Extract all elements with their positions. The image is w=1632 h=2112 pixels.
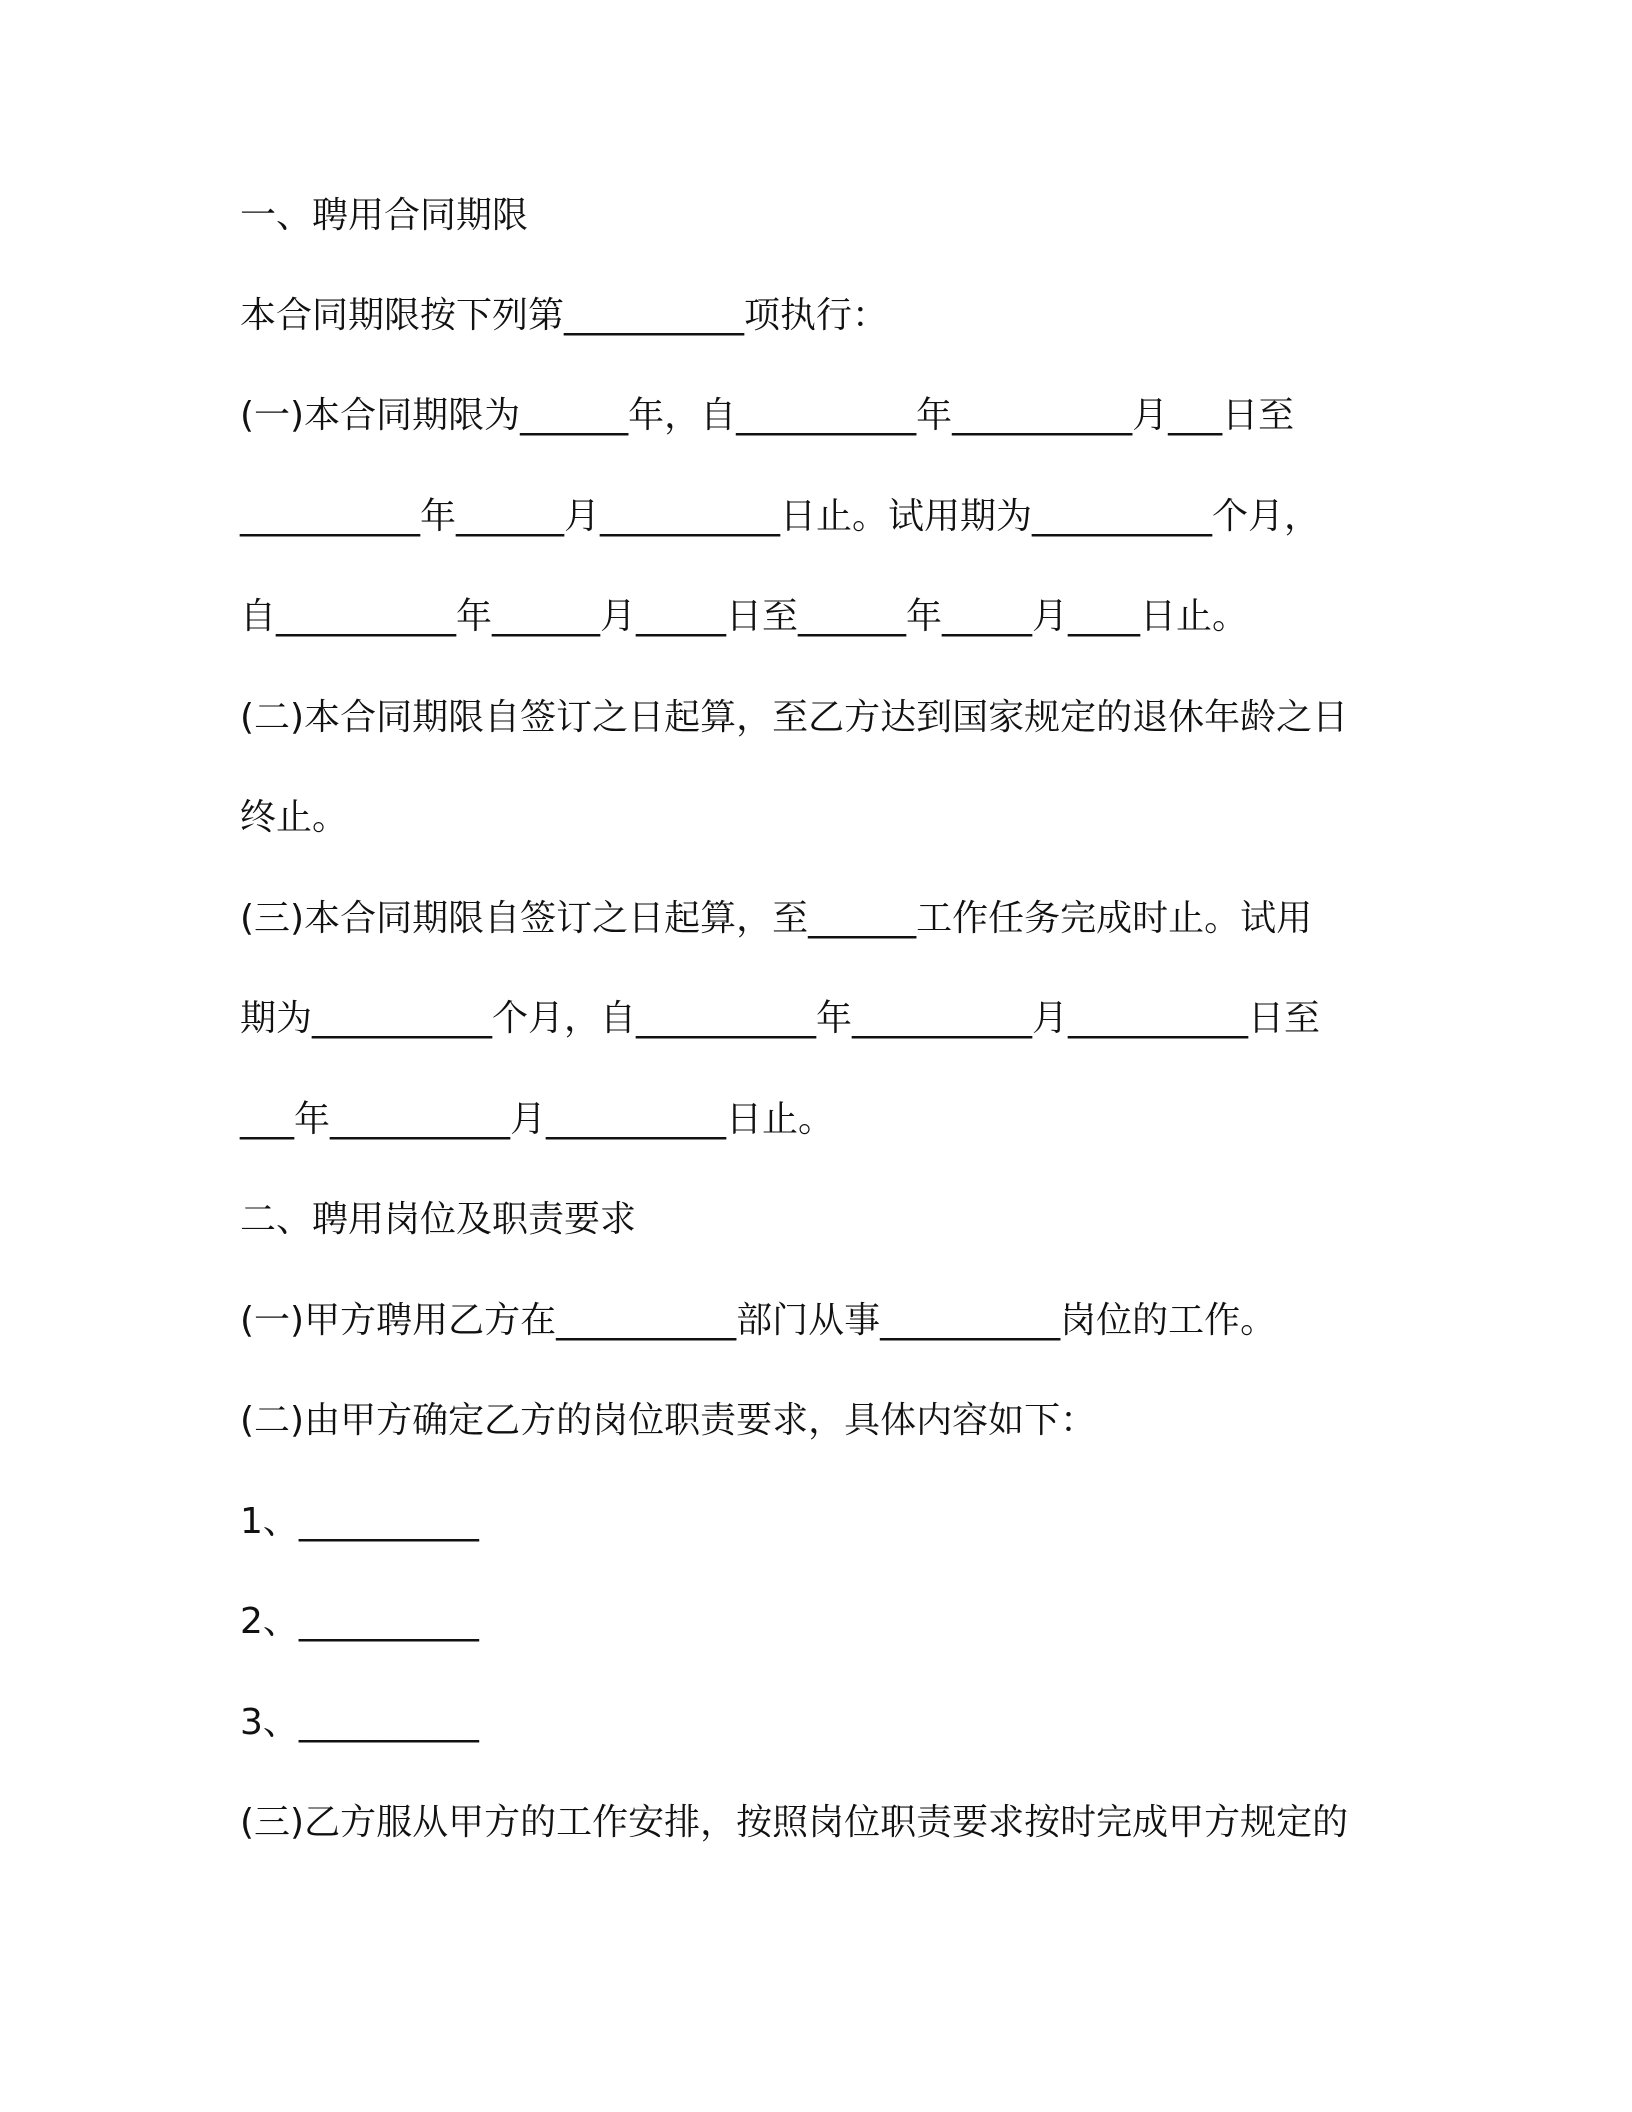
- list-item-duty-1: 1、__________: [240, 1501, 479, 1542]
- paragraph-term-retirement-1: (二)本合同期限自签订之日起算，至乙方达到国家规定的退休年龄之日: [240, 697, 1349, 738]
- section-heading-contract-term: 一、聘用合同期限: [240, 195, 529, 236]
- paragraph-term-retirement-2: 终止。: [240, 797, 349, 838]
- paragraph-term-task-1: (三)本合同期限自签订之日起算，至______工作任务完成时止。试用: [240, 898, 1313, 939]
- section-heading-position: 二、聘用岗位及职责要求: [240, 1199, 637, 1240]
- paragraph-term-option: 本合同期限按下列第__________项执行：: [240, 295, 889, 336]
- paragraph-obey-arrangement: (三)乙方服从甲方的工作安排，按照岗位职责要求按时完成甲方规定的: [240, 1802, 1349, 1843]
- paragraph-term-fixed-2: __________年______月__________日止。试用期为__________个月，: [240, 496, 1321, 537]
- paragraph-term-fixed-1: (一)本合同期限为______年，自__________年__________月___日至: [240, 395, 1295, 436]
- paragraph-term-task-2: 期为__________个月，自__________年__________月__________日至: [240, 998, 1321, 1039]
- paragraph-term-task-3: ___年__________月__________日止。: [240, 1099, 835, 1140]
- paragraph-position-department: (一)甲方聘用乙方在__________部门从事__________岗位的工作。: [240, 1300, 1277, 1341]
- paragraph-duties-intro: (二)由甲方确定乙方的岗位职责要求，具体内容如下：: [240, 1400, 1097, 1441]
- list-item-duty-2: 2、__________: [240, 1601, 479, 1642]
- list-item-duty-3: 3、__________: [240, 1702, 479, 1743]
- paragraph-term-fixed-3: 自__________年______月_____日至______年_____月____日止。: [240, 596, 1249, 637]
